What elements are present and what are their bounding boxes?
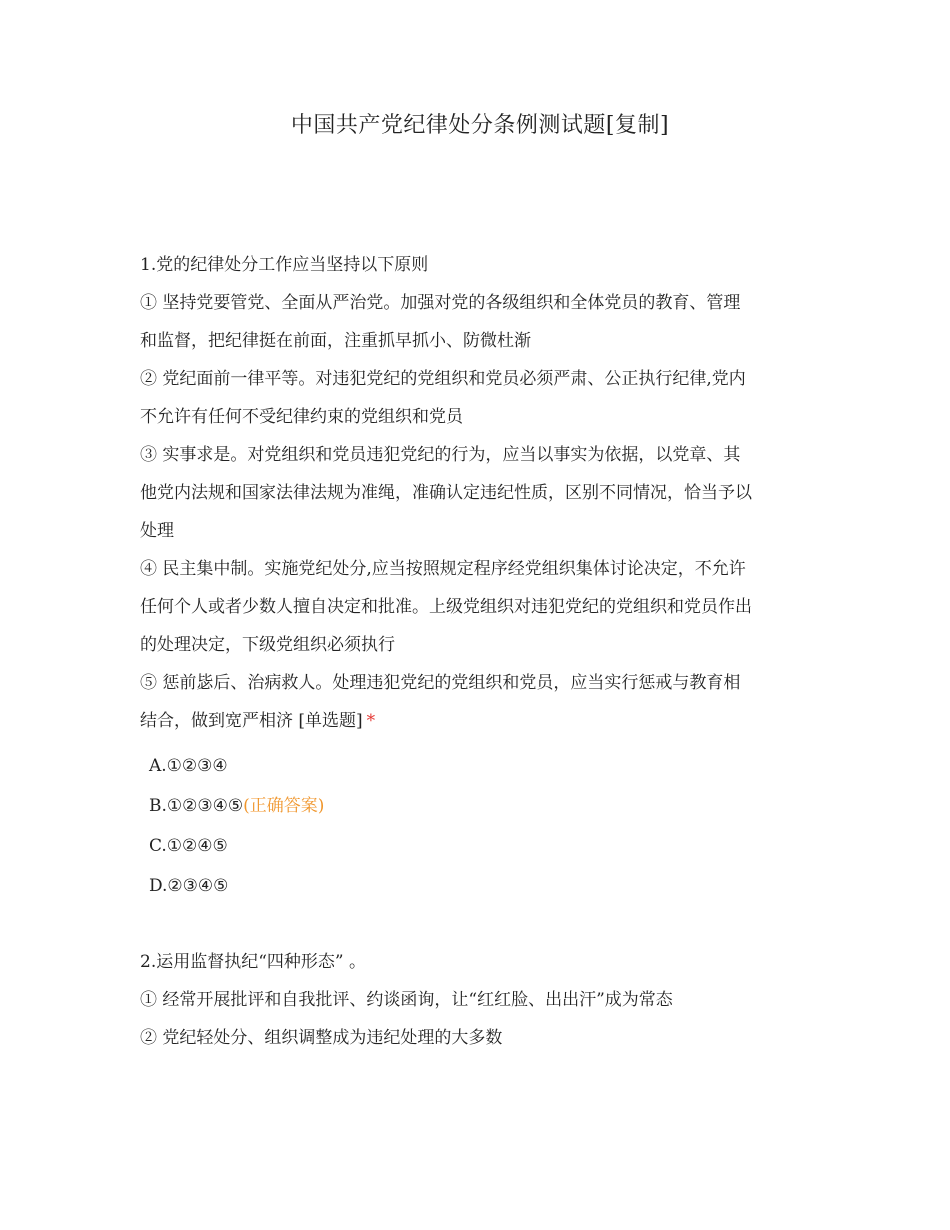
option-c-text: C.①②④⑤ [149,836,228,856]
question-1-line: ① 坚持党要管党、全面从严治党。加强对党的各级组织和全体党员的教育、管理 [140,293,741,313]
question-2-line: ② 党纪轻处分、组织调整成为违纪处理的大多数 [140,1028,503,1048]
question-1-line: 任何个人或者少数人擅自决定和批准。上级党组织对违犯党纪的党组织和党员作出 [140,597,752,617]
question-type-label: 结合，做到宽严相济 [单选题] [140,711,363,731]
correct-answer-label: (正确答案) [243,796,325,816]
question-1-line: 处理 [140,521,174,541]
question-2-line: 2.运用监督执纪“四种形态” 。 [140,952,367,972]
question-1-line: ③ 实事求是。对党组织和党员违犯党纪的行为，应当以事实为依据，以党章、其 [140,445,741,465]
question-1-line: ⑤ 惩前毖后、治病救人。处理违犯党纪的党组织和党员，应当实行惩戒与教育相 [140,673,741,693]
question-2 [140,943,830,1057]
question-1-line: 他党内法规和国家法律法规为准绳，准确认定违纪性质，区别不同情况，恰当予以 [140,483,752,503]
answer-options [140,746,830,906]
option-c[interactable] [149,826,830,866]
question-1-last-line [140,702,830,740]
option-a[interactable] [149,746,830,786]
option-b-text: B.①②③④⑤ [149,796,244,816]
question-1-line: 的处理决定，下级党组织必须执行 [140,635,395,655]
question-1-line: 不允许有任何不受纪律约束的党组织和党员 [140,407,463,427]
question-1-line: 和监督，把纪律挺在前面，注重抓早抓小、防微杜渐 [140,331,531,351]
question-1-line: ② 党纪面前一律平等。对违犯党纪的党组织和党员必须严肃、公正执行纪律,党内 [140,369,746,389]
option-d-text: D.②③④⑤ [149,876,229,896]
question-1-line: ④ 民主集中制。实施党纪处分,应当按照规定程序经党组织集体讨论决定，不允许 [140,559,746,579]
question-1 [140,246,830,906]
option-b[interactable] [149,786,830,826]
page-title: 中国共产党纪律处分条例测试题[复制] [290,113,670,138]
required-mark: * [366,711,376,731]
question-2-line: ① 经常开展批评和自我批评、约谈函询，让“红红脸、出出汗”成为常态 [140,990,673,1010]
option-a-text: A.①②③④ [149,756,228,776]
question-1-line: 1.党的纪律处分工作应当坚持以下原则 [140,255,429,275]
option-d[interactable] [149,866,830,906]
